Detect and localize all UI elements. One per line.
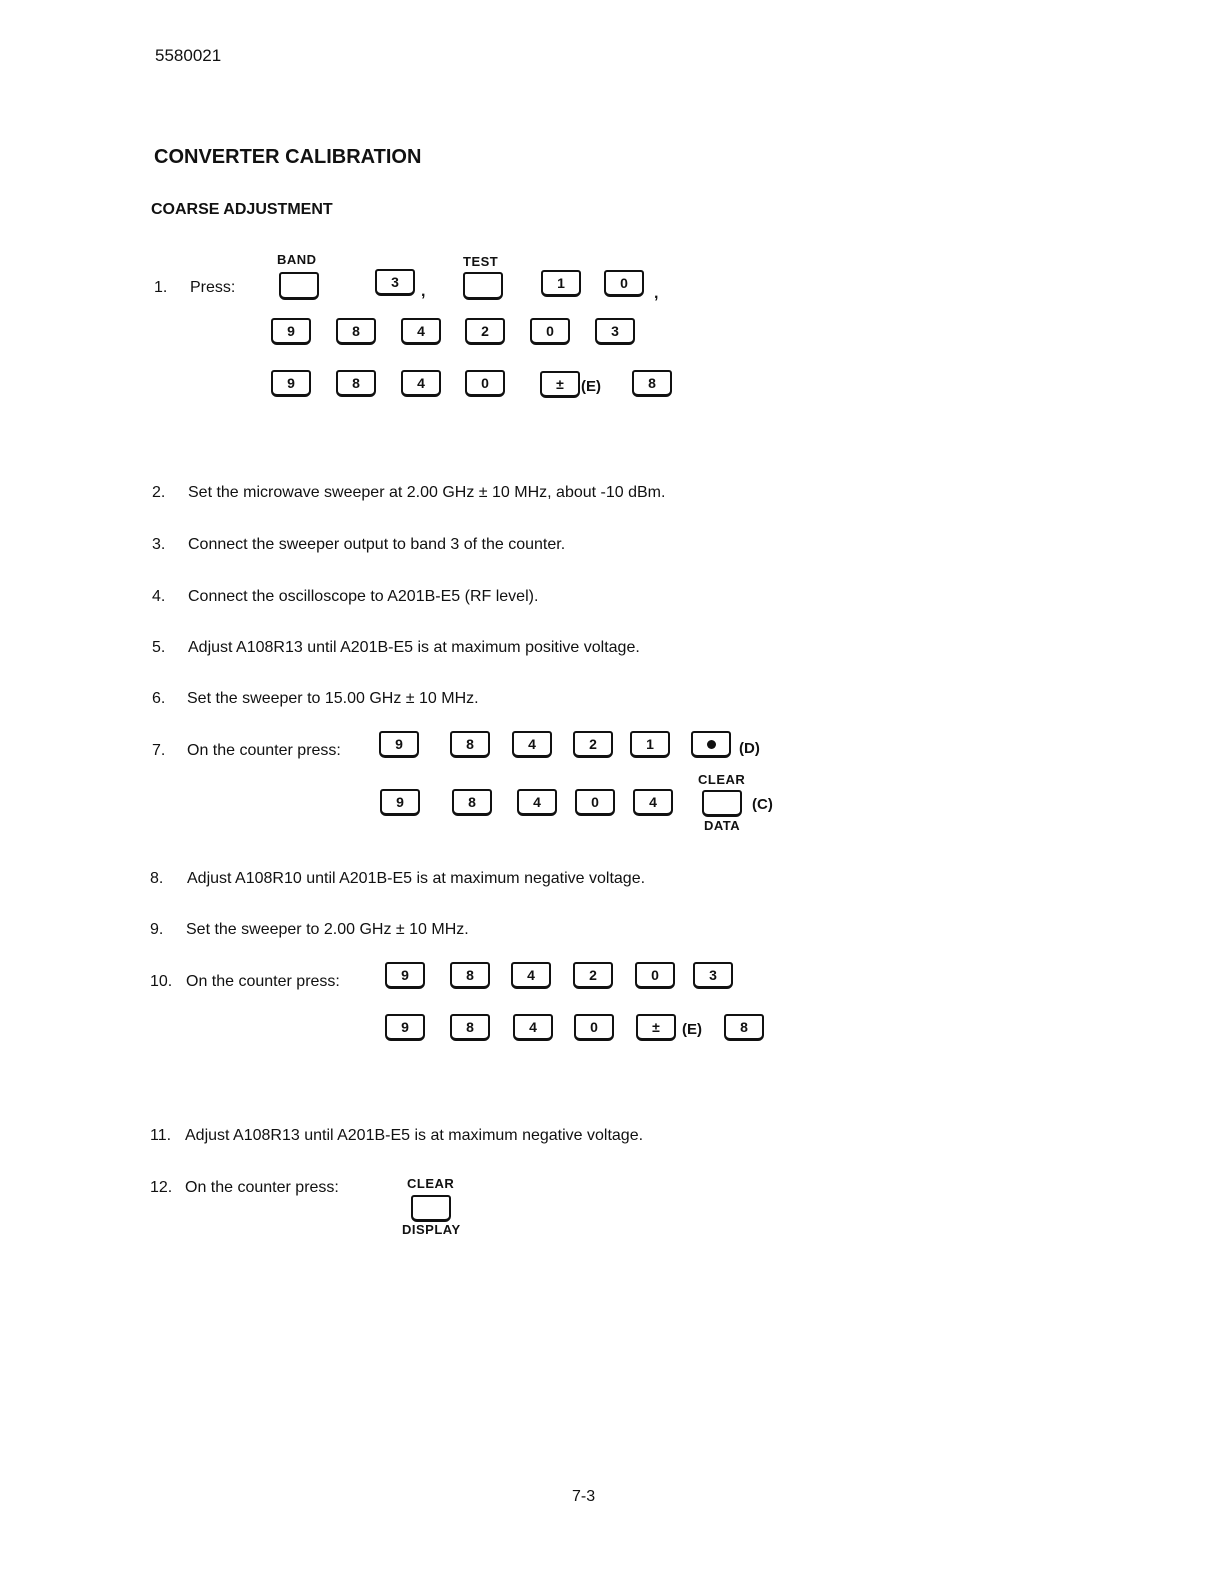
step-number: 7. bbox=[152, 742, 166, 759]
step-number: 11. bbox=[150, 1127, 172, 1144]
key-4[interactable]: 4 bbox=[517, 789, 557, 816]
step-text: Connect the oscilloscope to A201B-E5 (RF level). bbox=[188, 588, 539, 605]
clear-display-key[interactable] bbox=[411, 1195, 451, 1222]
key-0[interactable]: 0 bbox=[575, 789, 615, 816]
step-number: 2. bbox=[152, 484, 166, 501]
key-9[interactable]: 9 bbox=[271, 370, 311, 397]
key-suffix-c: (C) bbox=[752, 796, 773, 813]
step-number: 1. bbox=[154, 279, 168, 296]
section-subtitle: COARSE ADJUSTMENT bbox=[151, 201, 333, 218]
step-number: 10. bbox=[150, 973, 173, 990]
key-suffix-e: (E) bbox=[682, 1021, 702, 1038]
separator-comma: , bbox=[421, 283, 426, 300]
page-number: 7-3 bbox=[572, 1488, 596, 1505]
key-3[interactable]: 3 bbox=[693, 962, 733, 989]
test-key[interactable] bbox=[463, 272, 503, 300]
separator-comma: , bbox=[654, 285, 659, 302]
clear-display-key-label-bottom: DISPLAY bbox=[402, 1222, 461, 1237]
key-8[interactable]: 8 bbox=[450, 962, 490, 989]
key-2[interactable]: 2 bbox=[465, 318, 505, 345]
step-number: 3. bbox=[152, 536, 166, 553]
key-8[interactable]: 8 bbox=[450, 1014, 490, 1041]
key-3[interactable]: 3 bbox=[375, 269, 415, 296]
key-0[interactable]: 0 bbox=[574, 1014, 614, 1041]
step-number: 12. bbox=[150, 1179, 173, 1196]
key-8[interactable]: 8 bbox=[632, 370, 672, 397]
key-suffix-e: (E) bbox=[581, 378, 601, 395]
key-0[interactable]: 0 bbox=[604, 270, 644, 297]
clear-display-key-label-top: CLEAR bbox=[407, 1176, 455, 1191]
key-0[interactable]: 0 bbox=[465, 370, 505, 397]
key-9[interactable]: 9 bbox=[385, 962, 425, 989]
step-text: Adjust A108R13 until A201B-E5 is at maximum negative voltage. bbox=[185, 1127, 644, 1144]
clear-data-key-label-bottom: DATA bbox=[704, 818, 741, 833]
key-1[interactable]: 1 bbox=[541, 270, 581, 297]
band-key-label: BAND bbox=[277, 252, 317, 267]
step-text: Set the microwave sweeper at 2.00 GHz ± 10 MHz, about -10 dBm. bbox=[188, 484, 666, 501]
step-text: Set the sweeper to 2.00 GHz ± 10 MHz. bbox=[186, 921, 469, 938]
key-4[interactable]: 4 bbox=[512, 731, 552, 758]
band-key[interactable] bbox=[279, 272, 319, 300]
key-9[interactable]: 9 bbox=[385, 1014, 425, 1041]
step-number: 6. bbox=[152, 690, 166, 707]
test-key-label: TEST bbox=[463, 254, 499, 269]
key-2[interactable]: 2 bbox=[573, 731, 613, 758]
clear-data-key[interactable] bbox=[702, 790, 742, 817]
step-text: Connect the sweeper output to band 3 of the counter. bbox=[188, 536, 566, 553]
key-2[interactable]: 2 bbox=[573, 962, 613, 989]
step-text: On the counter press: bbox=[185, 1179, 339, 1196]
key-8[interactable]: 8 bbox=[336, 370, 376, 397]
step-text: On the counter press: bbox=[187, 742, 341, 759]
key-4[interactable]: 4 bbox=[633, 789, 673, 816]
key-8[interactable]: 8 bbox=[336, 318, 376, 345]
page-title: CONVERTER CALIBRATION bbox=[154, 146, 422, 168]
step-number: 9. bbox=[150, 921, 164, 938]
key-0[interactable]: 0 bbox=[635, 962, 675, 989]
step-text: On the counter press: bbox=[186, 973, 340, 990]
key-0[interactable]: 0 bbox=[530, 318, 570, 345]
plus-minus-key[interactable]: ± bbox=[636, 1014, 676, 1041]
key-8[interactable]: 8 bbox=[452, 789, 492, 816]
step-number: 4. bbox=[152, 588, 166, 605]
decimal-dot-icon bbox=[707, 740, 716, 749]
clear-data-key-label-top: CLEAR bbox=[698, 772, 746, 787]
key-3[interactable]: 3 bbox=[595, 318, 635, 345]
document-number: 5580021 bbox=[155, 46, 222, 65]
key-suffix-d: (D) bbox=[739, 740, 760, 757]
key-9[interactable]: 9 bbox=[271, 318, 311, 345]
key-1[interactable]: 1 bbox=[630, 731, 670, 758]
key-4[interactable]: 4 bbox=[513, 1014, 553, 1041]
plus-minus-key[interactable]: ± bbox=[540, 371, 580, 398]
step-number: 8. bbox=[150, 870, 164, 887]
step-number: 5. bbox=[152, 639, 166, 656]
step-text: Set the sweeper to 15.00 GHz ± 10 MHz. bbox=[187, 690, 479, 707]
decimal-point-key[interactable] bbox=[691, 731, 731, 758]
step-text: Press: bbox=[190, 279, 236, 296]
key-9[interactable]: 9 bbox=[379, 731, 419, 758]
key-8[interactable]: 8 bbox=[724, 1014, 764, 1041]
key-4[interactable]: 4 bbox=[511, 962, 551, 989]
key-8[interactable]: 8 bbox=[450, 731, 490, 758]
key-4[interactable]: 4 bbox=[401, 370, 441, 397]
key-9[interactable]: 9 bbox=[380, 789, 420, 816]
key-4[interactable]: 4 bbox=[401, 318, 441, 345]
step-text: Adjust A108R10 until A201B-E5 is at maximum negative voltage. bbox=[187, 870, 646, 887]
step-text: Adjust A108R13 until A201B-E5 is at maximum positive voltage. bbox=[188, 639, 640, 656]
